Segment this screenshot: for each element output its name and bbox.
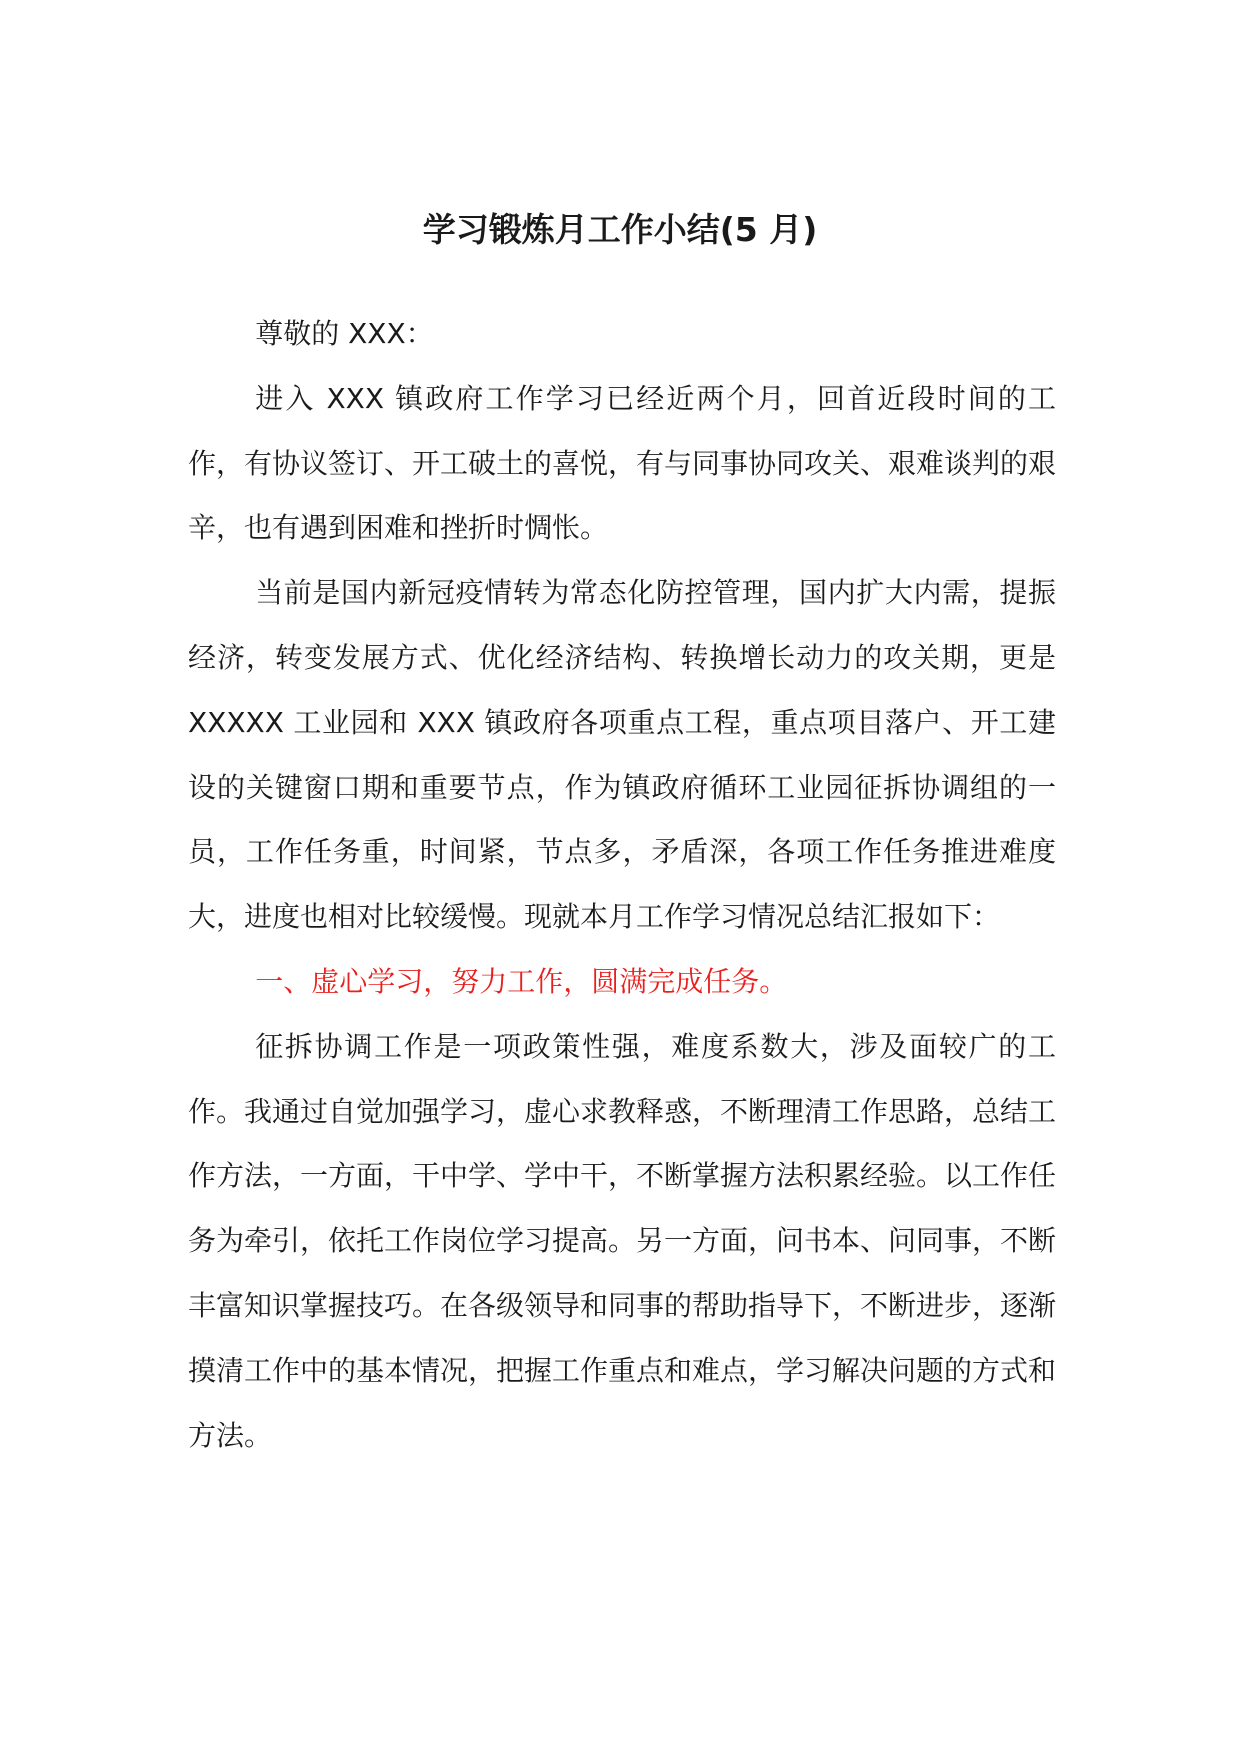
paragraph-context: 当前是国内新冠疫情转为常态化防控管理，国内扩大内需，提振经济，转变发展方式、优化经济结构、转换增长动力的攻关期，更是 XXXXX 工业园和 XXX 镇政府各项重点工程，重点项目落户、开工建设的关键窗口期和重要节点，作为镇政府循环工业园征拆协调组的一员，工作任务重，时间紧，节点多，矛盾深，各项工作任务推进难度大，进度也相对比较缓慢。现就本月工作学习情况总结汇报如下：: [188, 576, 1056, 934]
salutation: 尊敬的 XXX：: [255, 317, 434, 350]
paragraph-intro: 进入 XXX 镇政府工作学习已经近两个月，回首近段时间的工作，有协议签订、开工破土的喜悦，有与同事协同攻关、艰难谈判的艰辛，也有遇到困难和挫折时惆怅。: [188, 381, 1057, 545]
document-title: 学习锻炼月工作小结(5 月): [422, 210, 818, 249]
section-heading: 一、虚心学习，努力工作，圆满完成任务。: [255, 964, 788, 998]
paragraph-section-one: 征拆协调工作是一项政策性强，难度系数大，涉及面较广的工作。我通过自觉加强学习，虚心求教释惑，不断理清工作思路，总结工作方法，一方面，干中学、学中干，不断掌握方法积累经验。以工作任务为牵引，依托工作岗位学习提高。另一方面，问书本、问同事，不断丰富知识掌握技巧。在各级领导和同事的帮助指导下，不断进步，逐渐摸清工作中的基本情况，把握工作重点和难点，学习解决问题的方式和方法。: [188, 1029, 1057, 1452]
document-body: [188, 302, 1056, 1468]
